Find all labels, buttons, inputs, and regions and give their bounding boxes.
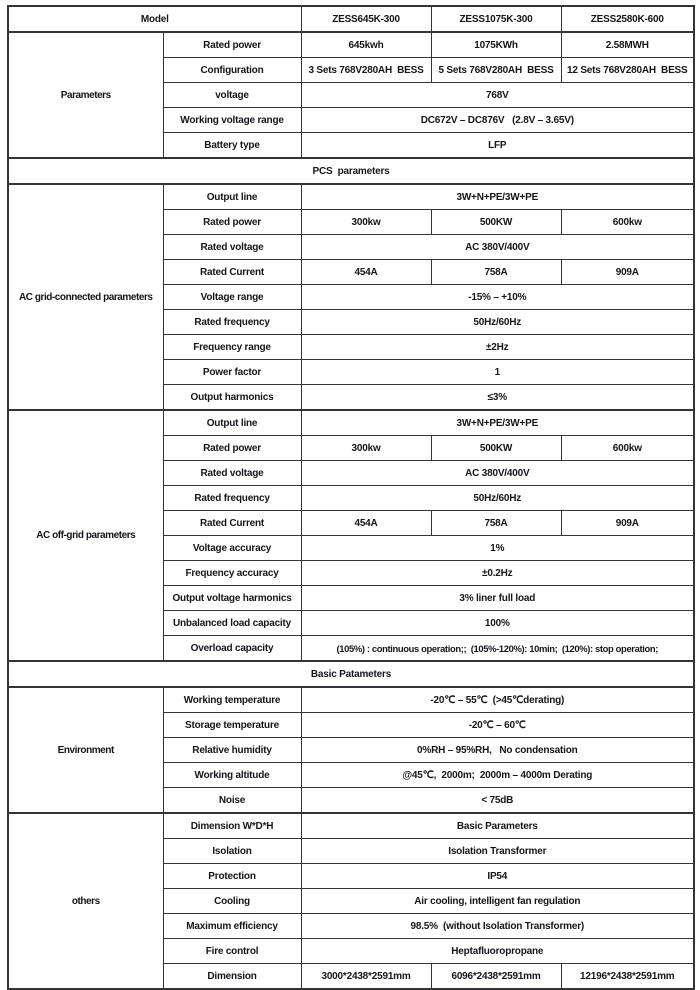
param-label: Configuration (163, 58, 301, 83)
param-label: Rated voltage (163, 235, 301, 260)
param-value: 50Hz/60Hz (301, 486, 694, 511)
model-row (8, 6, 694, 32)
param-value: -20℃ – 60℃ (301, 713, 694, 738)
param-value: AC 380V/400V (301, 461, 694, 486)
param-value: 1 (301, 360, 694, 385)
param-label: Storage temperature (163, 713, 301, 738)
param-label: Working voltage range (163, 108, 301, 133)
param-value: Heptafluoropropane (301, 939, 694, 964)
param-value: 3% liner full load (301, 586, 694, 611)
param-value: 300kw (301, 436, 431, 461)
param-value: 500KW (431, 210, 561, 235)
table-row (8, 32, 694, 58)
param-value: 0%RH – 95%RH, No condensation (301, 738, 694, 763)
param-value: @45℃, 2000m; 2000m – 4000m Derating (301, 763, 694, 788)
param-label: Output line (163, 184, 301, 210)
param-value: IP54 (301, 864, 694, 889)
model-name-cell: ZESS1075K-300 (431, 6, 561, 32)
param-label: Voltage range (163, 285, 301, 310)
param-value: 1075KWh (431, 32, 561, 58)
param-value: ±0.2Hz (301, 561, 694, 586)
param-value: -15% – +10% (301, 285, 694, 310)
param-value: Basic Parameters (301, 813, 694, 839)
param-value: 100% (301, 611, 694, 636)
param-value: DC672V – DC876V (2.8V – 3.65V) (301, 108, 694, 133)
param-label: Frequency range (163, 335, 301, 360)
group-label-environment: Environment (8, 687, 163, 813)
param-value: ≤3% (301, 385, 694, 411)
param-label: Unbalanced load capacity (163, 611, 301, 636)
param-label: Cooling (163, 889, 301, 914)
table-row (8, 184, 694, 210)
param-value: 300kw (301, 210, 431, 235)
param-value: 909A (561, 260, 694, 285)
param-label: Maximum efficiency (163, 914, 301, 939)
param-label: Isolation (163, 839, 301, 864)
param-label: Fire control (163, 939, 301, 964)
param-value: 645kwh (301, 32, 431, 58)
param-label: Rated power (163, 436, 301, 461)
group-label-parameters: Parameters (8, 32, 163, 158)
param-value: Air cooling, intelligent fan regulation (301, 889, 694, 914)
group-label-ac-grid: AC grid-connected parameters (8, 184, 163, 410)
group-label-others: others (8, 813, 163, 989)
param-label: voltage (163, 83, 301, 108)
param-value: 6096*2438*2591mm (431, 964, 561, 990)
param-value: 98.5% (without Isolation Transformer) (301, 914, 694, 939)
param-label: Power factor (163, 360, 301, 385)
param-value: LFP (301, 133, 694, 159)
param-label: Rated power (163, 32, 301, 58)
param-value: 50Hz/60Hz (301, 310, 694, 335)
param-label: Rated Current (163, 260, 301, 285)
param-value: 3000*2438*2591mm (301, 964, 431, 990)
param-label: Rated frequency (163, 310, 301, 335)
param-value: 3W+N+PE/3W+PE (301, 184, 694, 210)
section-header-row (8, 661, 694, 687)
param-value: 12 Sets 768V280AH BESS (561, 58, 694, 83)
param-label: Voltage accuracy (163, 536, 301, 561)
param-value: 758A (431, 260, 561, 285)
param-value: 758A (431, 511, 561, 536)
param-label: Rated frequency (163, 486, 301, 511)
param-label: Overload capacity (163, 636, 301, 662)
param-label: Protection (163, 864, 301, 889)
param-value: (105%) : continuous operation;; (105%-120%): 10min; (120%): stop operation; (301, 636, 694, 662)
param-label: Relative humidity (163, 738, 301, 763)
param-value: 12196*2438*2591mm (561, 964, 694, 990)
param-value: ±2Hz (301, 335, 694, 360)
param-label: Frequency accuracy (163, 561, 301, 586)
section-header-row (8, 158, 694, 184)
param-label: Working temperature (163, 687, 301, 713)
param-value: AC 380V/400V (301, 235, 694, 260)
section-header-basic: Basic Patameters (8, 661, 694, 687)
param-value: 768V (301, 83, 694, 108)
param-label: Output harmonics (163, 385, 301, 411)
table-row (8, 687, 694, 713)
group-label-ac-off-grid: AC off-grid parameters (8, 410, 163, 661)
table-row (8, 410, 694, 436)
param-value: 3W+N+PE/3W+PE (301, 410, 694, 436)
param-value: Isolation Transformer (301, 839, 694, 864)
model-name-cell: ZESS2580K-600 (561, 6, 694, 32)
param-value: 5 Sets 768V280AH BESS (431, 58, 561, 83)
param-value: 600kw (561, 210, 694, 235)
param-value: 500KW (431, 436, 561, 461)
spec-table (7, 5, 695, 990)
param-label: Output line (163, 410, 301, 436)
param-label: Output voltage harmonics (163, 586, 301, 611)
param-label: Rated voltage (163, 461, 301, 486)
param-value: 454A (301, 260, 431, 285)
param-value: 3 Sets 768V280AH BESS (301, 58, 431, 83)
param-value: < 75dB (301, 788, 694, 814)
param-label: Rated Current (163, 511, 301, 536)
param-label: Working altitude (163, 763, 301, 788)
param-value: 600kw (561, 436, 694, 461)
param-label: Dimension (163, 964, 301, 990)
table-row (8, 813, 694, 839)
param-value: 2.58MWH (561, 32, 694, 58)
param-label: Rated power (163, 210, 301, 235)
param-value: 909A (561, 511, 694, 536)
model-label-cell: Model (8, 6, 301, 32)
section-header-pcs: PCS parameters (8, 158, 694, 184)
param-value: 1% (301, 536, 694, 561)
param-label: Dimension W*D*H (163, 813, 301, 839)
param-value: -20℃ – 55℃ (>45℃derating) (301, 687, 694, 713)
model-name-cell: ZESS645K-300 (301, 6, 431, 32)
param-value: 454A (301, 511, 431, 536)
param-label: Noise (163, 788, 301, 814)
param-label: Battery type (163, 133, 301, 159)
